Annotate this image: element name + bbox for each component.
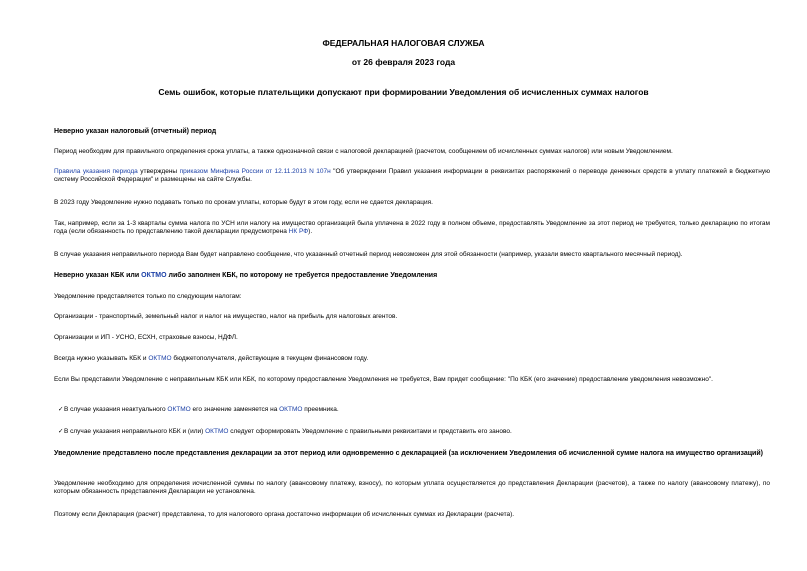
tax-code-link[interactable]: НК РФ xyxy=(288,228,309,236)
section-2-heading-rest: либо заполнен КБК, по которому не требуется предоставление Уведомления xyxy=(166,272,438,279)
section-3-heading: Уведомление представлено после представления декларации за этот период или одновременно с декларацией (за исключением Уведомления об исчисленной сумме налога на имущество организаций) xyxy=(54,450,763,457)
section-2-paragraph-4-text: Всегда нужно указывать КБК и xyxy=(54,355,149,362)
section-1-paragraph-4-end: ). xyxy=(308,228,313,236)
rules-link[interactable]: Правила указания периода xyxy=(54,168,138,175)
bullet-1-mid: его значение заменяется на xyxy=(190,406,280,413)
check-icon: ✓ xyxy=(58,428,64,435)
section-2-paragraph-4 xyxy=(54,355,770,363)
section-1-paragraph-4-text: Так, например, если за 1-3 кварталы сумма налога по УСН или налогу на имущество организаций была уплачена в 2022 году в полном объеме, предоставлять Уведомление за этот период не требуется, только декларацию по итогам года (если обязанность по представлению такой декларации предусмотрена xyxy=(54,220,770,236)
section-2-heading xyxy=(54,271,770,280)
section-1-paragraph-3: В 2023 году Уведомление нужно подавать только по срокам уплаты, которые будут в этом году, если не сдается декларация. xyxy=(54,199,433,206)
oktmo-link[interactable]: ОКТМО xyxy=(148,355,172,362)
section-1-paragraph-2-mid: утверждены xyxy=(137,168,180,175)
section-3-paragraph-2: Поэтому если Декларация (расчет) представлена, то для налогового органа достаточно информации об исчисленных суммах из Декларации (расчета). xyxy=(54,511,515,518)
section-3-paragraph-1: Уведомление необходимо для определения исчисленной суммы по налогу (авансовому платежу, взносу), по которым уплата осуществляется до представления Декларации (расчетов), а также по налогу (авансовому платежу), по которым обязанность представления Декларации не установлена. xyxy=(54,480,770,496)
section-1-paragraph-1: Период необходим для правильного определения срока уплаты, а также однозначной связи с налоговой декларацией (расчетом, сообщением об исчисленных суммах налогов) или новым Уведомлением. xyxy=(54,148,673,155)
section-1-paragraph-5: В случае указания неправильного периода Вам будет направлено сообщение, что указанный отчетный период невозможен для этой обязанности (например, указали вместо квартального месячный период). xyxy=(54,251,683,258)
section-2-heading-text: Неверно указан КБК или xyxy=(54,272,142,279)
document-title: Семь ошибок, которые плательщики допускают при формировании Уведомления об исчисленных суммах налогов xyxy=(158,87,649,97)
section-1-heading: Неверно указан налоговый (отчетный) период xyxy=(54,128,217,135)
bullet-1-end: преемника. xyxy=(302,406,339,413)
section-2-paragraph-3: Организации и ИП - УСНО, ЕСХН, страховые взносы, НДФЛ. xyxy=(54,334,238,341)
oktmo-link[interactable]: ОКТМО xyxy=(167,406,191,413)
order-link[interactable]: приказом Минфина России от 12.11.2013 N 107н xyxy=(179,168,331,175)
bullet-item-1 xyxy=(58,406,774,414)
agency-name: ФЕДЕРАЛЬНАЯ НАЛОГОВАЯ СЛУЖБА xyxy=(322,38,485,48)
section-2-paragraph-1: Уведомление представляется только по следующим налогам: xyxy=(54,293,242,300)
oktmo-link[interactable]: ОКТМО xyxy=(279,406,303,413)
bullet-1-text: В случае указания неактуального xyxy=(64,406,168,413)
check-icon: ✓ xyxy=(58,406,64,413)
section-2-paragraph-5: Если Вы представили Уведомление с неправильным КБК или КБК, по которому предоставление Уведомления не требуется, Вам придет сообщение: "По КБК (его значение) предоставление уведомления невозможно". xyxy=(54,376,713,383)
oktmo-heading-link[interactable]: ОКТМО xyxy=(141,272,167,279)
section-2-paragraph-4-rest: бюджетополучателя, действующие в текущем финансовом году. xyxy=(171,355,369,362)
section-2-paragraph-2: Организации - транспортный, земельный налог и налог на имущество, налог на прибыль для налоговых агентов. xyxy=(54,313,398,320)
bullet-item-2 xyxy=(58,428,774,436)
bullet-2-rest: следует сформировать Уведомление с правильными реквизитами и представить его заново. xyxy=(228,428,512,435)
oktmo-link[interactable]: ОКТМО xyxy=(205,428,229,435)
section-1-paragraph-2 xyxy=(54,168,770,185)
section-1-paragraph-2-rest: "Об утверждении Правил указания информации в реквизитах распоряжений о переводе денежных средств в уплату платежей в бюджетную систему Российской Федерации" и размещены на сайте Службы. xyxy=(54,168,770,184)
section-1-paragraph-4 xyxy=(54,220,770,237)
document-date: от 26 февраля 2023 года xyxy=(351,57,456,67)
bullet-2-text: В случае указания неправильного КБК и (или) xyxy=(64,428,206,435)
